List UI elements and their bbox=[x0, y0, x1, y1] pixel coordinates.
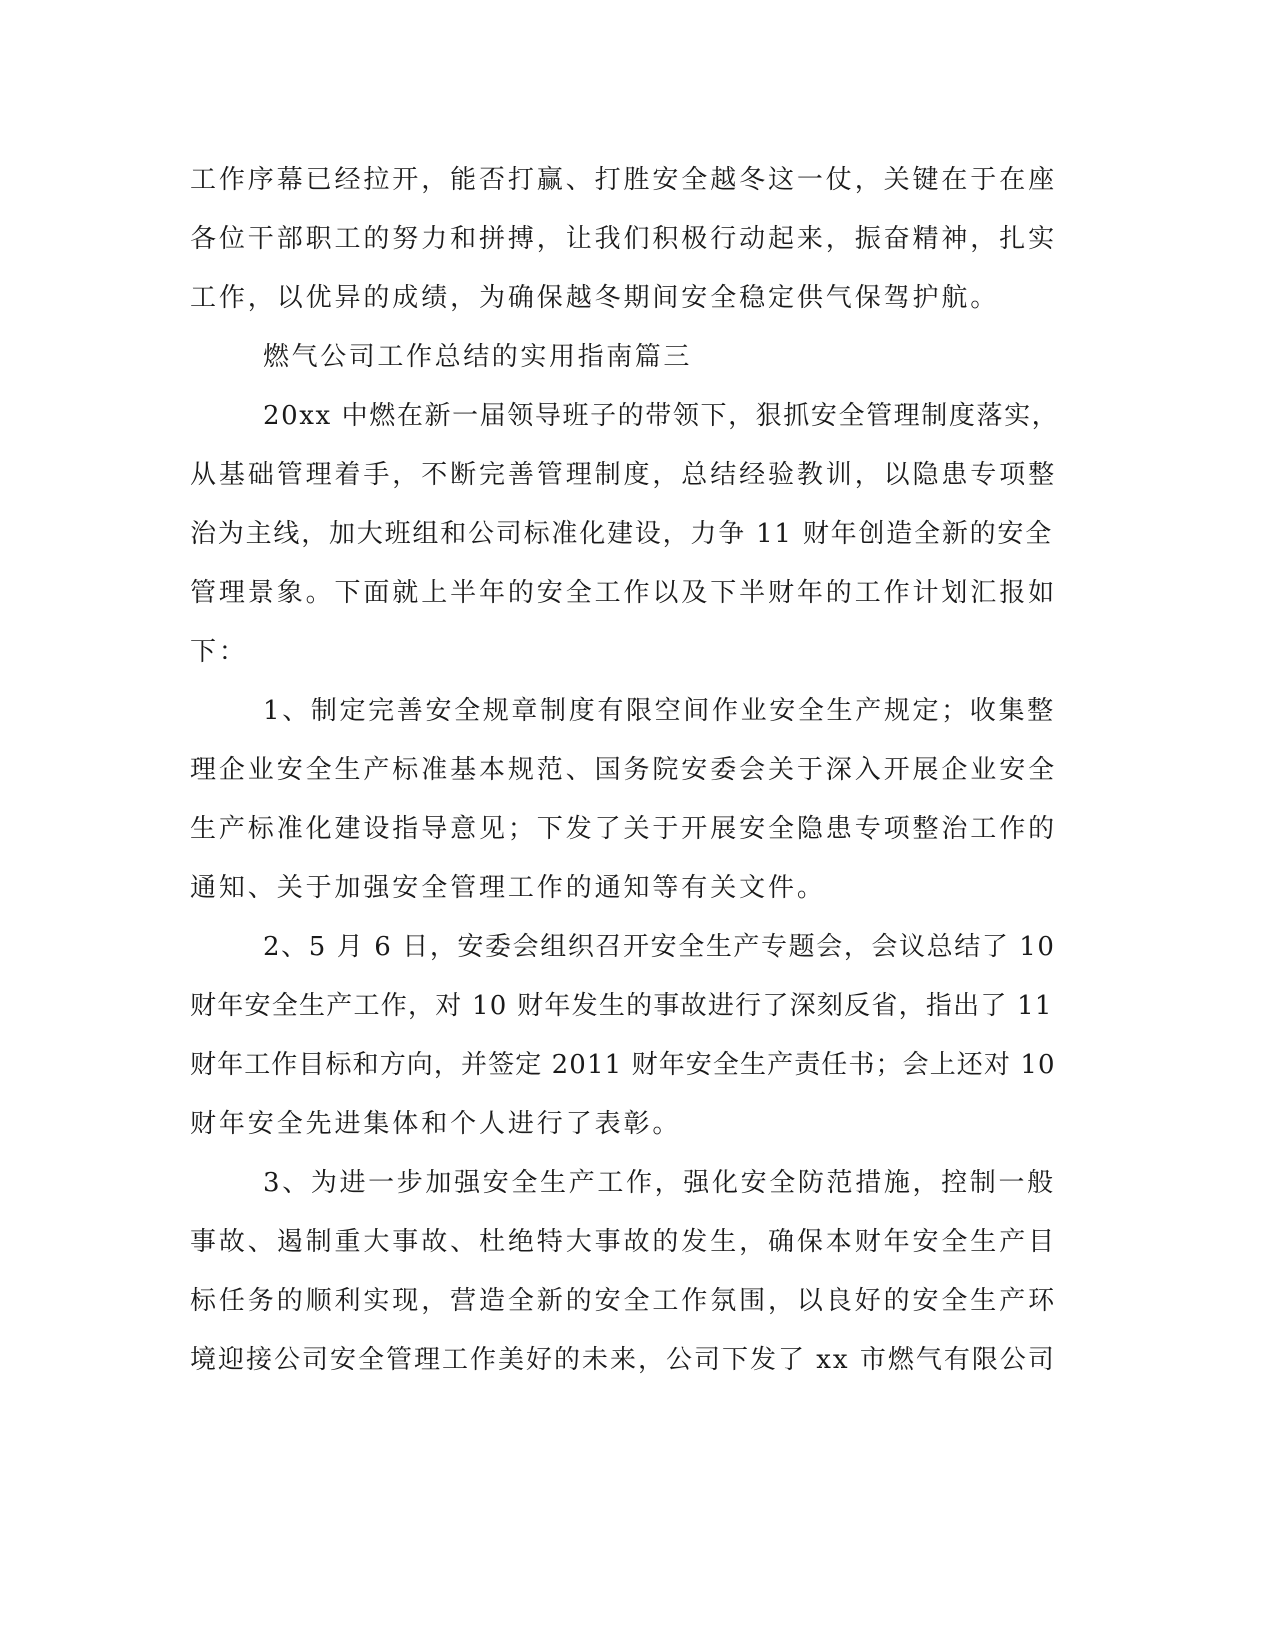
text-line: 管理景象。下面就上半年的安全工作以及下半财年的工作计划汇报如 bbox=[190, 578, 1058, 608]
text-line: 理企业安全生产标准基本规范、国务院安委会关于深入开展企业安全 bbox=[190, 755, 1058, 785]
text-line: 工作序幕已经拉开，能否打赢、打胜安全越冬这一仗，关键在于在座 bbox=[190, 165, 1058, 195]
section-heading: 燃气公司工作总结的实用指南篇三 bbox=[263, 342, 693, 372]
text-line: 治为主线，加大班组和公司标准化建设，力争 11 财年创造全新的安全 bbox=[190, 519, 1054, 549]
text-line: 境迎接公司安全管理工作美好的未来，公司下发了 xx 市燃气有限公司 bbox=[190, 1345, 1056, 1375]
text-line: 下： bbox=[190, 637, 248, 667]
text-line: 财年工作目标和方向，并签定 2011 财年安全生产责任书；会上还对 10 bbox=[190, 1050, 1056, 1080]
text-line: 财年安全生产工作，对 10 财年发生的事故进行了深刻反省，指出了 11 bbox=[190, 991, 1053, 1021]
text-line: 1、制定完善安全规章制度有限空间作业安全生产规定；收集整 bbox=[263, 696, 1056, 726]
text-line: 生产标准化建设指导意见；下发了关于开展安全隐患专项整治工作的 bbox=[190, 814, 1058, 844]
text-line: 财年安全先进集体和个人进行了表彰。 bbox=[190, 1109, 682, 1139]
text-line: 20xx 中燃在新一届领导班子的带领下，狠抓安全管理制度落实， bbox=[263, 401, 1060, 431]
text-line: 从基础管理着手，不断完善管理制度，总结经验教训，以隐患专项整 bbox=[190, 460, 1058, 490]
text-line: 工作，以优异的成绩，为确保越冬期间安全稳定供气保驾护航。 bbox=[190, 283, 1000, 313]
text-line: 标任务的顺利实现，营造全新的安全工作氛围，以良好的安全生产环 bbox=[190, 1286, 1058, 1316]
text-line: 各位干部职工的努力和拼搏，让我们积极行动起来，振奋精神，扎实 bbox=[190, 224, 1058, 254]
text-line: 通知、关于加强安全管理工作的通知等有关文件。 bbox=[190, 873, 826, 903]
text-line: 3、为进一步加强安全生产工作，强化安全防范措施，控制一般 bbox=[263, 1168, 1056, 1198]
text-line: 事故、遏制重大事故、杜绝特大事故的发生，确保本财年安全生产目 bbox=[190, 1227, 1058, 1257]
text-line: 2、5 月 6 日，安委会组织召开安全生产专题会，会议总结了 10 bbox=[263, 932, 1056, 962]
